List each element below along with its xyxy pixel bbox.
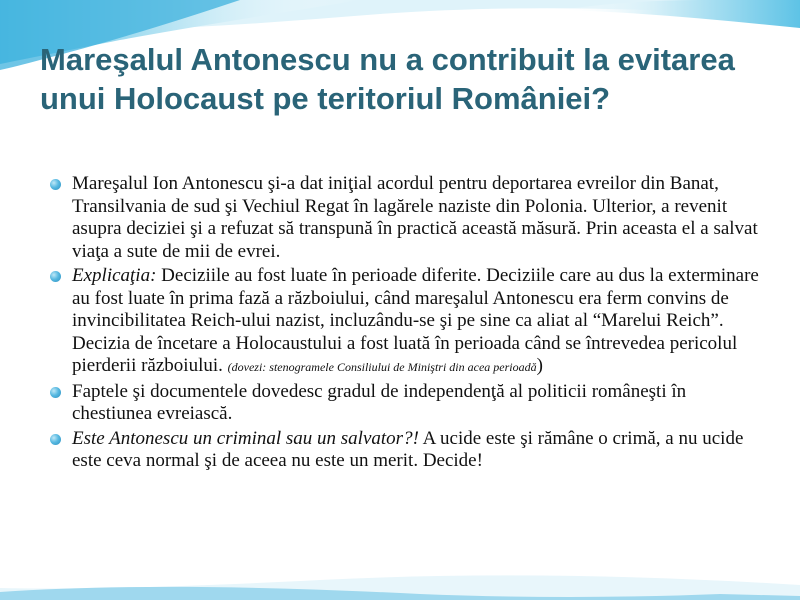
- bullet-dot-icon: [50, 271, 61, 282]
- bullet-item: [50, 381, 765, 426]
- bullet-item: [50, 428, 765, 473]
- bullet-text: A ucide este şi rămâne o crimă, a nu ucide este ceva normal şi de aceea nu este un merit. Decide!: [72, 427, 744, 471]
- bullet-note: (dovezi: stenogramele Consiliului de Miniştri din acea perioadă: [227, 360, 537, 374]
- bullet-text: Mareşalul Ion Antonescu şi-a dat iniţial acordul pentru deportarea evreilor din Banat, Transilvania de sud şi Vechiul Regat în lagărele naziste din Polonia. Ulterior, a revenit asupra deciziei şi a refuzat să transpună în practică această măsură. Prin aceasta el a salvat viaţa a sute de mii de evrei.: [72, 173, 758, 262]
- bullet-note-close: ): [536, 355, 543, 376]
- bullet-dot-icon: [50, 387, 61, 398]
- bullet-item: [50, 173, 765, 263]
- bullet-label: Explicaţia:: [72, 265, 157, 286]
- bullet-item: [50, 265, 765, 379]
- bullet-list: [50, 173, 765, 475]
- slide-title: Mareşalul Antonescu nu a contribuit la evitarea unui Holocaust pe teritoriul României?: [40, 42, 735, 116]
- bullet-text: Faptele şi documentele dovedesc gradul de independenţă al politicii româneşti în chestiunea evreiască.: [72, 380, 687, 424]
- bullet-dot-icon: [50, 179, 61, 190]
- bullet-text: Deciziile au fost luate în perioade diferite. Deciziile care au dus la exterminare au fost luate în prima fază a războiului, când mareşalul Antonescu era ferm convins de invincibilitatea Reich-ului nazist, incluzându-se şi pe sine ca aliat al “Marelui Reich”. Decizia de încetare a Holocaustului a fost luată în perioada când se întrevedea pericolul pierderii războiului.: [72, 265, 759, 376]
- bullet-dot-icon: [50, 434, 61, 445]
- bullet-label: Este Antonescu un criminal sau un salvator?!: [72, 427, 419, 449]
